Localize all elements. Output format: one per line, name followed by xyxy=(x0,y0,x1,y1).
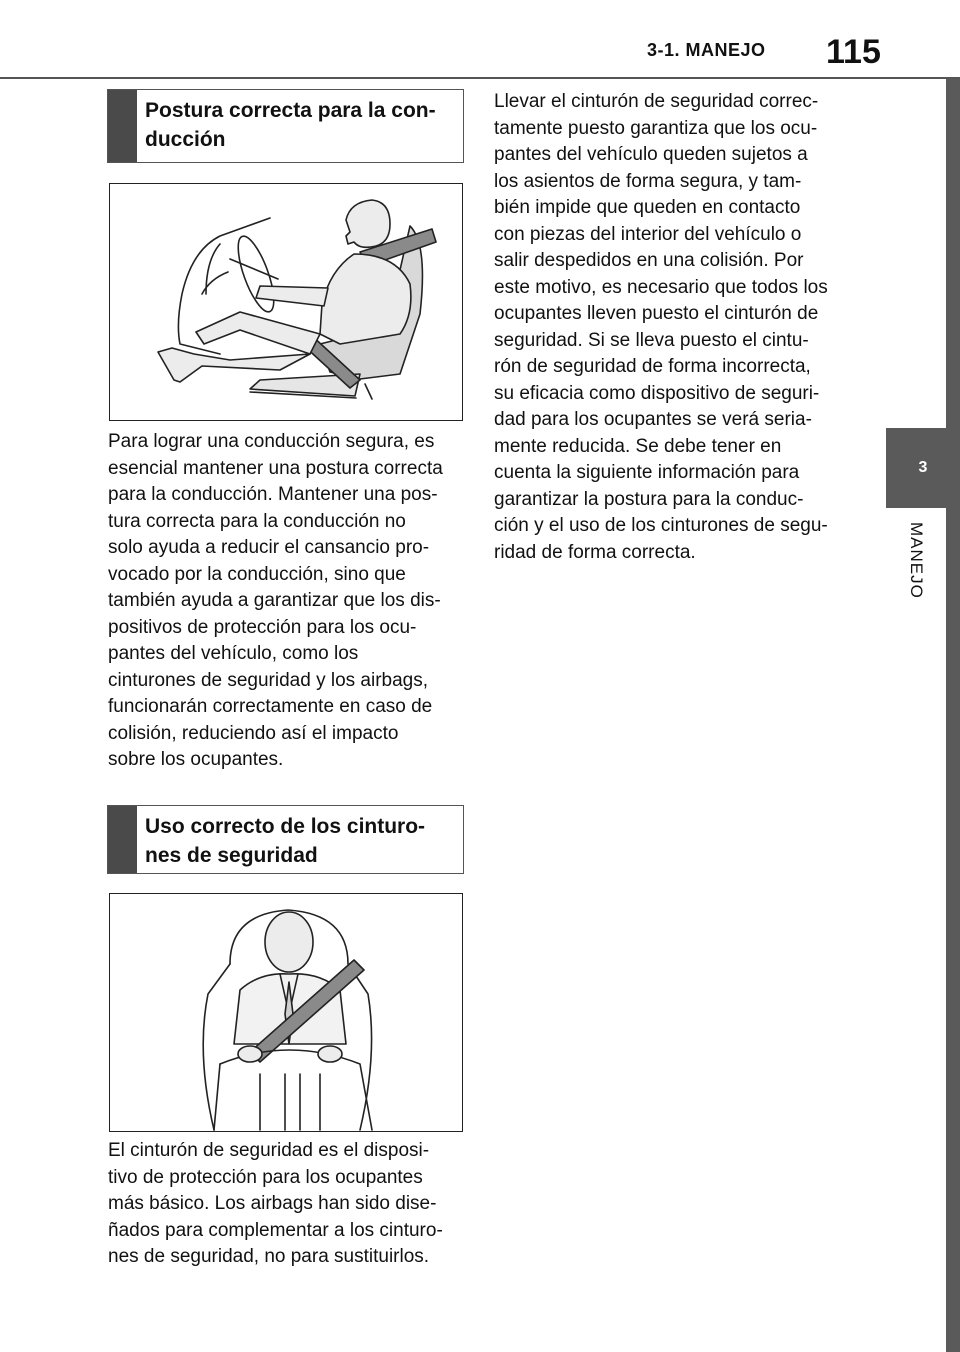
driving-posture-icon xyxy=(110,184,462,420)
section-title: 3-1. MANEJO xyxy=(647,40,766,60)
side-strip-top xyxy=(946,79,960,428)
right-column-paragraph: Llevar el cinturón de seguridad correc- tamente puesto garantiza que los ocu- pantes del vehículo queden sujetos a los asientos de forma segura, y tam- bién impide que queden en contacto con piezas del interior del vehículo o salir despedidos en una colisión. Por este motivo, es necesario que todos los ocupantes lleven puesto el cinturón de seguridad. Si se lleva puesto el cintu- rón de seguridad de forma incorrecta, su eficacia como dispositivo de seguri- dad para los ocupantes se verá seria- mente reducida. Se debe tener en cuenta la siguiente información para garantizar la postura para la conduc- ción y el uso de los cinturones de segu- ridad de forma correcta. xyxy=(494,91,828,563)
heading-text: Uso correcto de los cinturo- nes de seguridad xyxy=(145,815,426,867)
header-divider xyxy=(0,77,960,79)
section-heading-seatbelt xyxy=(107,805,464,874)
seatbelt-usage-illustration xyxy=(109,893,463,1132)
seatbelt-usage-icon xyxy=(110,894,462,1131)
posture-paragraph: Para lograr una conducción segura, es esencial mantener una postura correcta para la conducción. Mantener una pos- tura correcta para la conducción no solo ayuda a reducir el cansancio pro- vocado por la conducción, sino que también ayuda a garantizar que los dis- positivos de protección para los ocu- pantes del vehículo, como los cinturones de seguridad y los airbags, funcionarán correctamente en caso de colisión, reduciendo así el impacto sobre los ocupantes. xyxy=(108,431,443,770)
page-number: 115 xyxy=(826,33,881,71)
heading-bar xyxy=(108,806,137,873)
driving-posture-illustration xyxy=(109,183,463,421)
heading-text: Postura correcta para la con- ducción xyxy=(145,99,436,151)
seatbelt-paragraph: El cinturón de seguridad es el disposi- tivo de protección para los ocupantes más básico. Los airbags han sido dise- ñados para complementar a los cinturo- nes de seguridad, no para sustituirlos. xyxy=(108,1140,443,1267)
heading-bar xyxy=(108,90,137,162)
chapter-tab: 3 xyxy=(886,428,960,508)
section-heading-posture xyxy=(107,89,464,163)
chapter-label: MANEJO xyxy=(907,522,926,599)
side-strip-bottom xyxy=(946,508,960,1352)
